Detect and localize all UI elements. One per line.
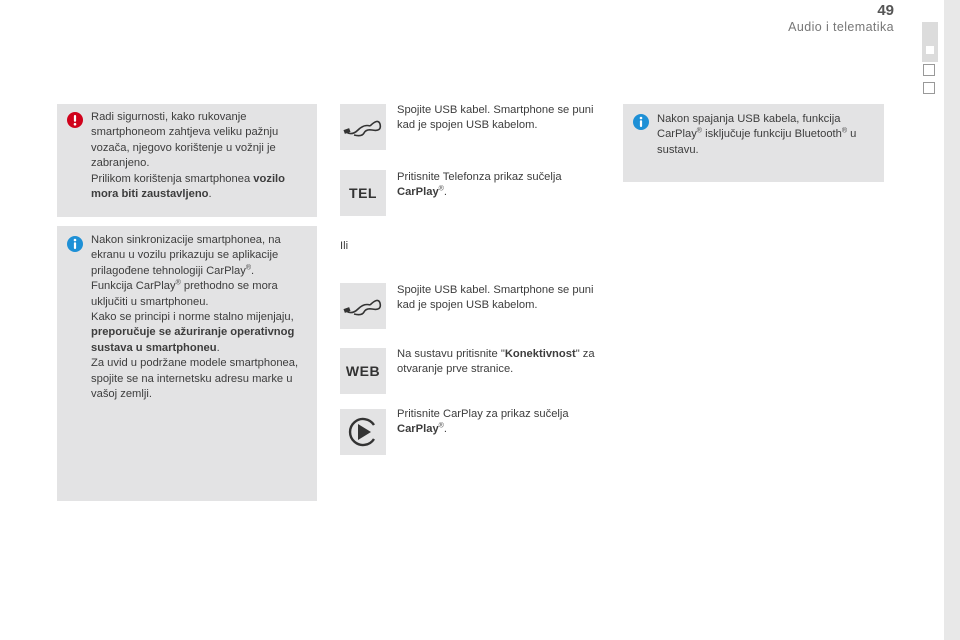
step-connect-usb: Spojite USB kabel. Smartphone se puni kad je spojen USB kabelom. (397, 284, 594, 312)
safety-warning-box (57, 104, 317, 217)
usb-cable-icon (342, 114, 384, 140)
info-icon (633, 114, 649, 130)
chapter-tab (922, 22, 938, 62)
chapter-marker-empty (923, 82, 935, 94)
bluetooth-info-text: Nakon spajanja USB kabela, funkcija CarPlay® isključuje funkciju Bluetooth® u sustavu. (657, 113, 857, 156)
web-button (340, 348, 386, 394)
page-number: 49 (877, 2, 894, 19)
bluetooth-info-box (623, 104, 884, 182)
safety-warning-text: Radi sigurnosti, kako rukovanje smartphoneom zahtjeva veliku pažnju vozača, njegovo korištenje u vožnji je zabranjeno. Prilikom korištenja smartphonea vozilo mora biti zaustavljeno. (91, 111, 285, 201)
chapter-marker-empty (923, 64, 935, 76)
usb-cable-tile (340, 283, 386, 329)
page-edge-strip (944, 0, 960, 640)
step-press-carplay: Pritisnite CarPlay za prikaz sučelja CarPlay®. (397, 408, 569, 436)
tel-button (340, 170, 386, 216)
sync-info-box (57, 226, 317, 501)
info-icon (67, 236, 83, 252)
carplay-tile (340, 409, 386, 455)
sync-info-text: Nakon sinkronizacije smartphonea, na ekranu u vozilu prikazuju se aplikacije prilagođene tehnologiji CarPlay®. Funkcija CarPlay® prethodno se mora uključiti u smartphoneu. Kako se principi i norme stalno mijenjaju, preporučuje se ažuriranje operativnog sustava u smartphoneu. Za uvid u podržane modele smartphonea, spojite se na internetsku adresu marke u vašoj zemlji. (91, 234, 299, 401)
step-press-connectivity: Na sustavu pritisnite "Konektivnost" za otvaranje prve stranice. (397, 348, 595, 376)
step-press-telephone: Pritisnite Telefonza prikaz sučelja CarPlay®. (397, 171, 562, 199)
section-title: Audio i telematika (788, 20, 894, 34)
usb-cable-tile (340, 104, 386, 150)
or-separator: Ili (340, 240, 349, 252)
tel-button-label: TEL (349, 185, 377, 201)
carplay-play-icon (346, 415, 380, 449)
chapter-tab-marker (926, 46, 934, 54)
step-connect-usb: Spojite USB kabel. Smartphone se puni kad je spojen USB kabelom. (397, 104, 594, 132)
web-button-label: WEB (345, 363, 381, 379)
usb-cable-icon (342, 293, 384, 319)
warning-icon (67, 112, 83, 128)
